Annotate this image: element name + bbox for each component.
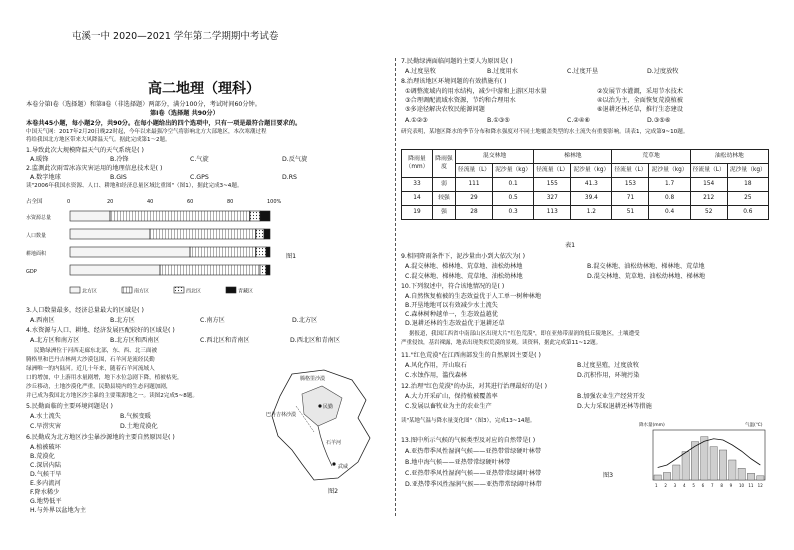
cell: 1.2 [571, 206, 612, 220]
q3-opt-c: C.南方区 [200, 317, 225, 324]
cell: 111 [456, 178, 493, 192]
legend-swatch [70, 287, 80, 293]
q13-opt-c: C.亚热带季风性湿润气候——亚热带常绿阔叶林带 [405, 470, 542, 477]
question-13: 13.图中所示气候的气候类型及对应的自然带是( ) [401, 437, 536, 444]
month-tick: 10 [739, 483, 745, 488]
cell: 1.7 [649, 178, 690, 192]
cell: 327 [534, 192, 571, 206]
bar-segment [70, 265, 160, 275]
page-title: 高二地理（理科） [148, 81, 260, 97]
legend-swatch [226, 287, 236, 293]
bar-segment [264, 229, 270, 239]
intro-text: 本卷分第Ⅰ卷（选择题）和第Ⅱ卷（非选择题）两部分，满分100分，考试时间60分钟。 [26, 101, 261, 108]
q9-opt-c: C.混交林地、梯林地、荒草地、油松幼林地 [405, 273, 523, 280]
q10-opt-a: A.自然恢复植被的生态效益优于人工单一树种林地 [405, 293, 542, 300]
q8-ans-a: A.①②③ [405, 117, 428, 124]
q8-item-2: ②发展节水灌溉，采用节水技术 [597, 88, 683, 95]
material-4: 读"某地气温与降水量变化图"（图3），完成13~14题。 [401, 418, 536, 424]
q3-opt-d: D.北方区 [292, 317, 318, 324]
question-7: 7.民勤绿洲面临问题的主要人为原因是( ) [401, 58, 513, 65]
table-intro: 研究表明，某地区降水的季节分布和降水强度对不同土地覆盖类型的水土流失有重要影响。读表1，完成第9~10题。 [401, 129, 689, 135]
cell: 弱 [433, 178, 456, 192]
cell: 较强 [433, 192, 456, 206]
map-text-river: 石羊河 [326, 440, 342, 446]
q13-opt-d: D.亚热带季风性湿润气候——亚热带常绿阔叶林带 [405, 481, 542, 488]
question-10: 10.下列叙述中，符合该地情况的是( ) [401, 283, 505, 290]
bar-segment [266, 247, 270, 257]
legend-label: 南方区 [134, 288, 150, 295]
month-tick: 5 [692, 483, 695, 488]
figure-3-climate-chart [639, 420, 779, 492]
bar-segment [260, 211, 270, 221]
q12-opt-b: B.加强农业生产经营开发 [577, 393, 646, 400]
q6-opt-c: E.多内流河 [30, 480, 61, 487]
cell: 0.6 [727, 206, 768, 220]
sub-silt: 泥沙量（kg） [493, 164, 534, 178]
q4-opt-a: A.北方区和南方区 [30, 337, 80, 344]
q6-opt-a2: B.荒漠化 [30, 453, 55, 460]
question-4: 4.水资源与人口、耕地、经济发展匹配较好的区域是( ) [26, 327, 175, 334]
q8-item-4: ④以治为主，全面恢复荒漠植被 [597, 97, 683, 104]
exam-header: 屯溪一中 2020—2021 学年第二学期期中考试卷 [72, 31, 279, 42]
q2-opt-d: D.RS [282, 174, 297, 181]
legend-swatch [174, 287, 184, 293]
q2-opt-a: A.数字地球 [30, 174, 61, 181]
bar-segment [250, 211, 260, 221]
right-column [397, 0, 794, 550]
question-8: 8.治理该地区环境问题的有效措施有( ) [401, 78, 507, 85]
q9-opt-a: A.混交林地、梯林地、荒草地、油松幼林地 [405, 263, 523, 270]
table-row [402, 192, 769, 206]
question-2: 2.监测此次雨雪冰冻灾害运用的地理信息技术是( ) [26, 165, 163, 172]
question-12: 12.治理"红色荒漠"的办法，对其进行治理最好的是( ) [401, 383, 548, 390]
cell: 0.1 [493, 178, 534, 192]
figure-2-map [262, 366, 380, 484]
q4-opt-b: B.北方区和西南区 [110, 337, 160, 344]
figure-1-chart [24, 193, 324, 305]
x-tick-label: 40 [147, 199, 154, 205]
sub-runoff: 径流量（L） [612, 164, 649, 178]
q3-opt-a: A.西南区 [30, 317, 55, 324]
th-rainfall: 降雨量（mm） [402, 150, 433, 178]
cell: 29 [456, 192, 493, 206]
q6-opt-d: G.地势低平 [30, 498, 62, 505]
q5-opt-a: A.水土流失 [30, 413, 61, 420]
q10-opt-c: C.森林树种越单一，生态效益越优 [405, 311, 498, 318]
precip-bar [710, 447, 717, 480]
q8-ans-d: D.③⑤⑥ [647, 117, 671, 124]
q12-opt-a: A.大力开采矿山，保持植被覆盖率 [405, 393, 498, 400]
question-1: 1.导致此次大规模降温天气的天气系统是( ) [26, 147, 144, 154]
bar-segment [190, 247, 256, 257]
q6-opt-b2: D.气候干旱 [30, 471, 62, 478]
month-tick: 8 [720, 483, 723, 488]
bar-segment [256, 229, 264, 239]
category-label: 水资源总量 [26, 215, 52, 221]
material-2-line6: 并已成为我国北方地区沙尘暴的主要策源地之一。读图2完成5~8题。 [26, 393, 198, 399]
q6-opt-a: A.植被破坏 [30, 444, 61, 451]
precip-bar [682, 452, 689, 480]
legend-label: 北方区 [82, 288, 98, 295]
table-1-label: 表1 [565, 242, 576, 249]
precip-bar [701, 437, 708, 480]
bar-segment [70, 247, 190, 257]
precip-bar [729, 460, 736, 480]
cell: 51 [612, 206, 649, 220]
q8-item-3: ③合理调配流域水资源，节约和合理用水 [405, 97, 516, 104]
cell: 0.5 [493, 192, 534, 206]
category-label: 人口数量 [26, 233, 47, 239]
month-tick: 1 [655, 483, 658, 488]
month-tick: 9 [729, 483, 733, 488]
precip-axis-label: 降水量(mm) [639, 423, 665, 428]
category-label: 耕地面积 [26, 251, 47, 257]
material-2-line2: 腾格里和巴丹吉林两大沙漠包围，石羊河是流经民勤 [26, 357, 155, 363]
question-9: 9.相同降雨条件下，泥沙量由小到大依次为( ) [401, 253, 526, 260]
q6-opt-b: C.深居内陆 [30, 462, 62, 469]
q5-opt-b: B.气候变暖 [120, 413, 151, 420]
figure-3-label: 图3 [603, 472, 614, 479]
q13-opt-b: B.地中海气候——亚热带常绿硬叶林带 [405, 459, 511, 466]
month-tick: 11 [748, 483, 754, 488]
sub-silt: 泥沙量（kg） [727, 164, 768, 178]
legend-label: 西北区 [186, 288, 202, 295]
q1-opt-d: D.反气旋 [282, 156, 308, 163]
cell: 33 [402, 178, 433, 192]
cell: 113 [534, 206, 571, 220]
precip-bar [719, 450, 726, 480]
chart-intro: 读"2006年我国水资源、人口、耕地和经济总量区域比重图"（图1），据此完成3~4题。 [26, 183, 243, 189]
bar-segment [160, 265, 260, 275]
cell: 18 [727, 178, 768, 192]
map-text-minqin: 民勤 [323, 404, 334, 410]
cell: 41.3 [571, 178, 612, 192]
material-2-line5: 沙丘移动，土地沙漠化严重，民勤县境内的生态问题加剧， [26, 384, 172, 390]
data-table-1 [401, 149, 769, 220]
q8-ans-b: B.①③⑤ [487, 117, 510, 124]
precip-bar [663, 473, 670, 481]
material-2-line4: 口的增加，中上游用水量剧增，地下水位急剧下降，植被枯死， [26, 375, 183, 381]
th-grassland: 荒草地 [612, 150, 690, 164]
q1-opt-b: B.冷锋 [110, 156, 129, 163]
month-tick: 6 [701, 483, 705, 488]
figure-1-label: 图1 [286, 253, 297, 260]
th-mixed-forest: 混交林地 [456, 150, 534, 164]
q7-opt-b: B.过度用水 [487, 68, 518, 75]
question-11: 11."红色荒漠"在江西南部发生的自然原因主要是( ) [401, 352, 541, 359]
x-tick-label: 80 [227, 199, 234, 205]
cell: 强 [433, 206, 456, 220]
category-label: GDP [26, 269, 37, 275]
material-3-line1: 据报道，我国江西省中南部山区出现大片"红色荒漠"，即在亚热带湿润的低丘陵地区，土壤遭受 [409, 331, 640, 337]
sub-runoff: 径流量（L） [456, 164, 493, 178]
map-text-badain: 巴丹吉林沙漠 [266, 412, 297, 418]
x-tick-label: 0 [67, 199, 71, 205]
table-row [402, 206, 769, 220]
cell: 0.8 [649, 192, 690, 206]
rule-text: 本卷共45小题，每小题2分，共90分。在每小题给出的四个选项中，只有一项是最符合题目要求的。 [26, 120, 302, 127]
cell: 28 [456, 206, 493, 220]
precip-bar [757, 476, 764, 480]
month-tick: 4 [683, 483, 686, 488]
q8-ans-c: C.②④⑥ [567, 117, 590, 124]
q1-opt-c: C.气旋 [190, 156, 209, 163]
month-tick: 7 [711, 483, 714, 488]
material-3-line2: 严重侵蚀，基岩裸露，地表出现类似荒漠的景观。读资料，据此完成第11~12题。 [401, 340, 602, 346]
material-1b: 将给我国北方地区带来大风降温天气。据此完成第1～2题。 [26, 137, 171, 143]
q11-opt-d: D.沉积作用，环境污染 [577, 372, 640, 379]
material-2-line3: 绿洲唯一的内陆河。近几十年来，随着石羊河流域人 [26, 366, 155, 372]
q10-opt-b: B.开垦地地可以有效减少水土流失 [405, 302, 498, 309]
q11-opt-c: C.水蚀作用，滥伐森林 [405, 372, 467, 379]
q9-opt-b: B.混交林地、油松幼林地、梯林地、荒草地 [587, 263, 705, 270]
figure-2-label: 图2 [328, 488, 339, 495]
legend-label: 青藏区 [238, 288, 254, 295]
q6-opt-c2: F.降水稀少 [30, 489, 60, 496]
q2-opt-b: B.GIS [110, 174, 127, 181]
th-pine: 油松幼林地 [690, 150, 768, 164]
x-tick-label: 100% [267, 199, 282, 205]
th-intensity: 降雨强度 [433, 150, 456, 178]
temperature-line [658, 439, 761, 468]
table-row [402, 178, 769, 192]
x-tick-label: 60 [187, 199, 194, 205]
cell: 212 [690, 192, 727, 206]
q8-item-5: ⑤多途径解决农牧民能源问题 [405, 106, 485, 113]
sub-runoff: 径流量（L） [534, 164, 571, 178]
map-text-tengger: 腾格里沙漠 [300, 376, 326, 382]
cell: 71 [612, 192, 649, 206]
cell: 25 [727, 192, 768, 206]
precip-bar [747, 473, 754, 480]
precip-bar [738, 468, 745, 480]
cell: 14 [402, 192, 433, 206]
question-3: 3.人口数量最多，经济总量最大的区域是( ) [26, 307, 144, 314]
sub-silt: 泥沙量（kg） [571, 164, 612, 178]
question-6: 6.民勤成为北方地区沙尘暴沙源地的主要自然原因是( ) [26, 434, 175, 441]
material-1a: 中国天气网：2017年2月20日晚22时起，今年以来最强冷空气将影响北方大部地区，本次寒潮过程 [26, 129, 267, 135]
q10-opt-d: D.退耕还林的生态效益优于退耕还草 [405, 320, 505, 327]
q7-opt-d: D.过度放牧 [647, 68, 679, 75]
cell: 0.3 [493, 206, 534, 220]
x-tick-label: 20 [107, 199, 114, 205]
cell: 155 [534, 178, 571, 192]
q8-item-1: ①调整流域内的用水结构，减少中游和上游区用水量 [405, 88, 547, 95]
legend-swatch [122, 287, 132, 293]
cell: 0.4 [649, 206, 690, 220]
month-tick: 12 [757, 483, 763, 488]
q11-opt-b: B.过度垦殖，过度放牧 [577, 362, 639, 369]
cell: 39.4 [571, 192, 612, 206]
column-divider [395, 58, 396, 516]
q2-opt-c: C.GPS [190, 174, 209, 181]
part1-heading: 第Ⅰ卷（选择题 共90分） [150, 110, 219, 117]
q1-opt-a: A.暖锋 [30, 156, 49, 163]
month-tick: 2 [664, 483, 667, 488]
precip-bar [654, 475, 661, 480]
bar-segment [110, 211, 250, 221]
cell: 19 [402, 206, 433, 220]
question-5: 5.民勤面临的主要环境问题是( ) [26, 403, 113, 410]
th-terrace: 梯林地 [534, 150, 612, 164]
bar-segment [70, 211, 110, 221]
q4-opt-c: C.西北区和青南区 [200, 337, 250, 344]
q7-opt-c: C.过度开垦 [567, 68, 599, 75]
q9-opt-d: D.混交林地、荒草地、油松幼林地、梯林地 [587, 273, 706, 280]
q12-opt-c: C.发展以畜牧业为主的农业生产 [405, 403, 492, 410]
q5-opt-c: C.旱涝灾害 [30, 423, 62, 430]
month-tick: 3 [673, 483, 677, 488]
precip-bar [673, 465, 680, 480]
q7-opt-a: A.过度垦牧 [405, 68, 436, 75]
temp-axis-label: 气温(℃) [745, 423, 763, 428]
q4-opt-d: D.西北区和青南区 [290, 337, 341, 344]
bar-segment [256, 247, 266, 257]
material-2-line1: 民勤绿洲位于河西走廊东北部，东、西、北三面被 [34, 348, 158, 354]
q8-item-6: ⑥退耕还林还草，推行生态建设 [597, 106, 683, 113]
cell: 154 [690, 178, 727, 192]
q11-opt-a: A.风化作用，开山取石 [405, 362, 467, 369]
q12-opt-d: D.大力采取退耕还林等措施 [577, 403, 652, 410]
q3-opt-b: B.北方区 [110, 317, 135, 324]
q5-opt-d: D.土地荒漠化 [120, 423, 158, 430]
q6-opt-d2: H.与外界以盆地为主 [30, 507, 87, 514]
cell: 52 [690, 206, 727, 220]
bar-segment [266, 265, 270, 275]
map-text-wuwei: 武威 [338, 464, 349, 470]
q13-opt-a: A.亚热带季风性湿润气候——亚热带常绿硬叶林带 [405, 448, 542, 455]
bar-segment [150, 229, 256, 239]
bar-segment [70, 229, 150, 239]
cell: 153 [612, 178, 649, 192]
sub-runoff: 径流量（L） [690, 164, 727, 178]
sub-silt: 泥沙量（kg） [649, 164, 690, 178]
precip-bar [691, 442, 698, 480]
chart-ylabel: 占全国 [26, 199, 43, 205]
bar-segment [260, 265, 266, 275]
